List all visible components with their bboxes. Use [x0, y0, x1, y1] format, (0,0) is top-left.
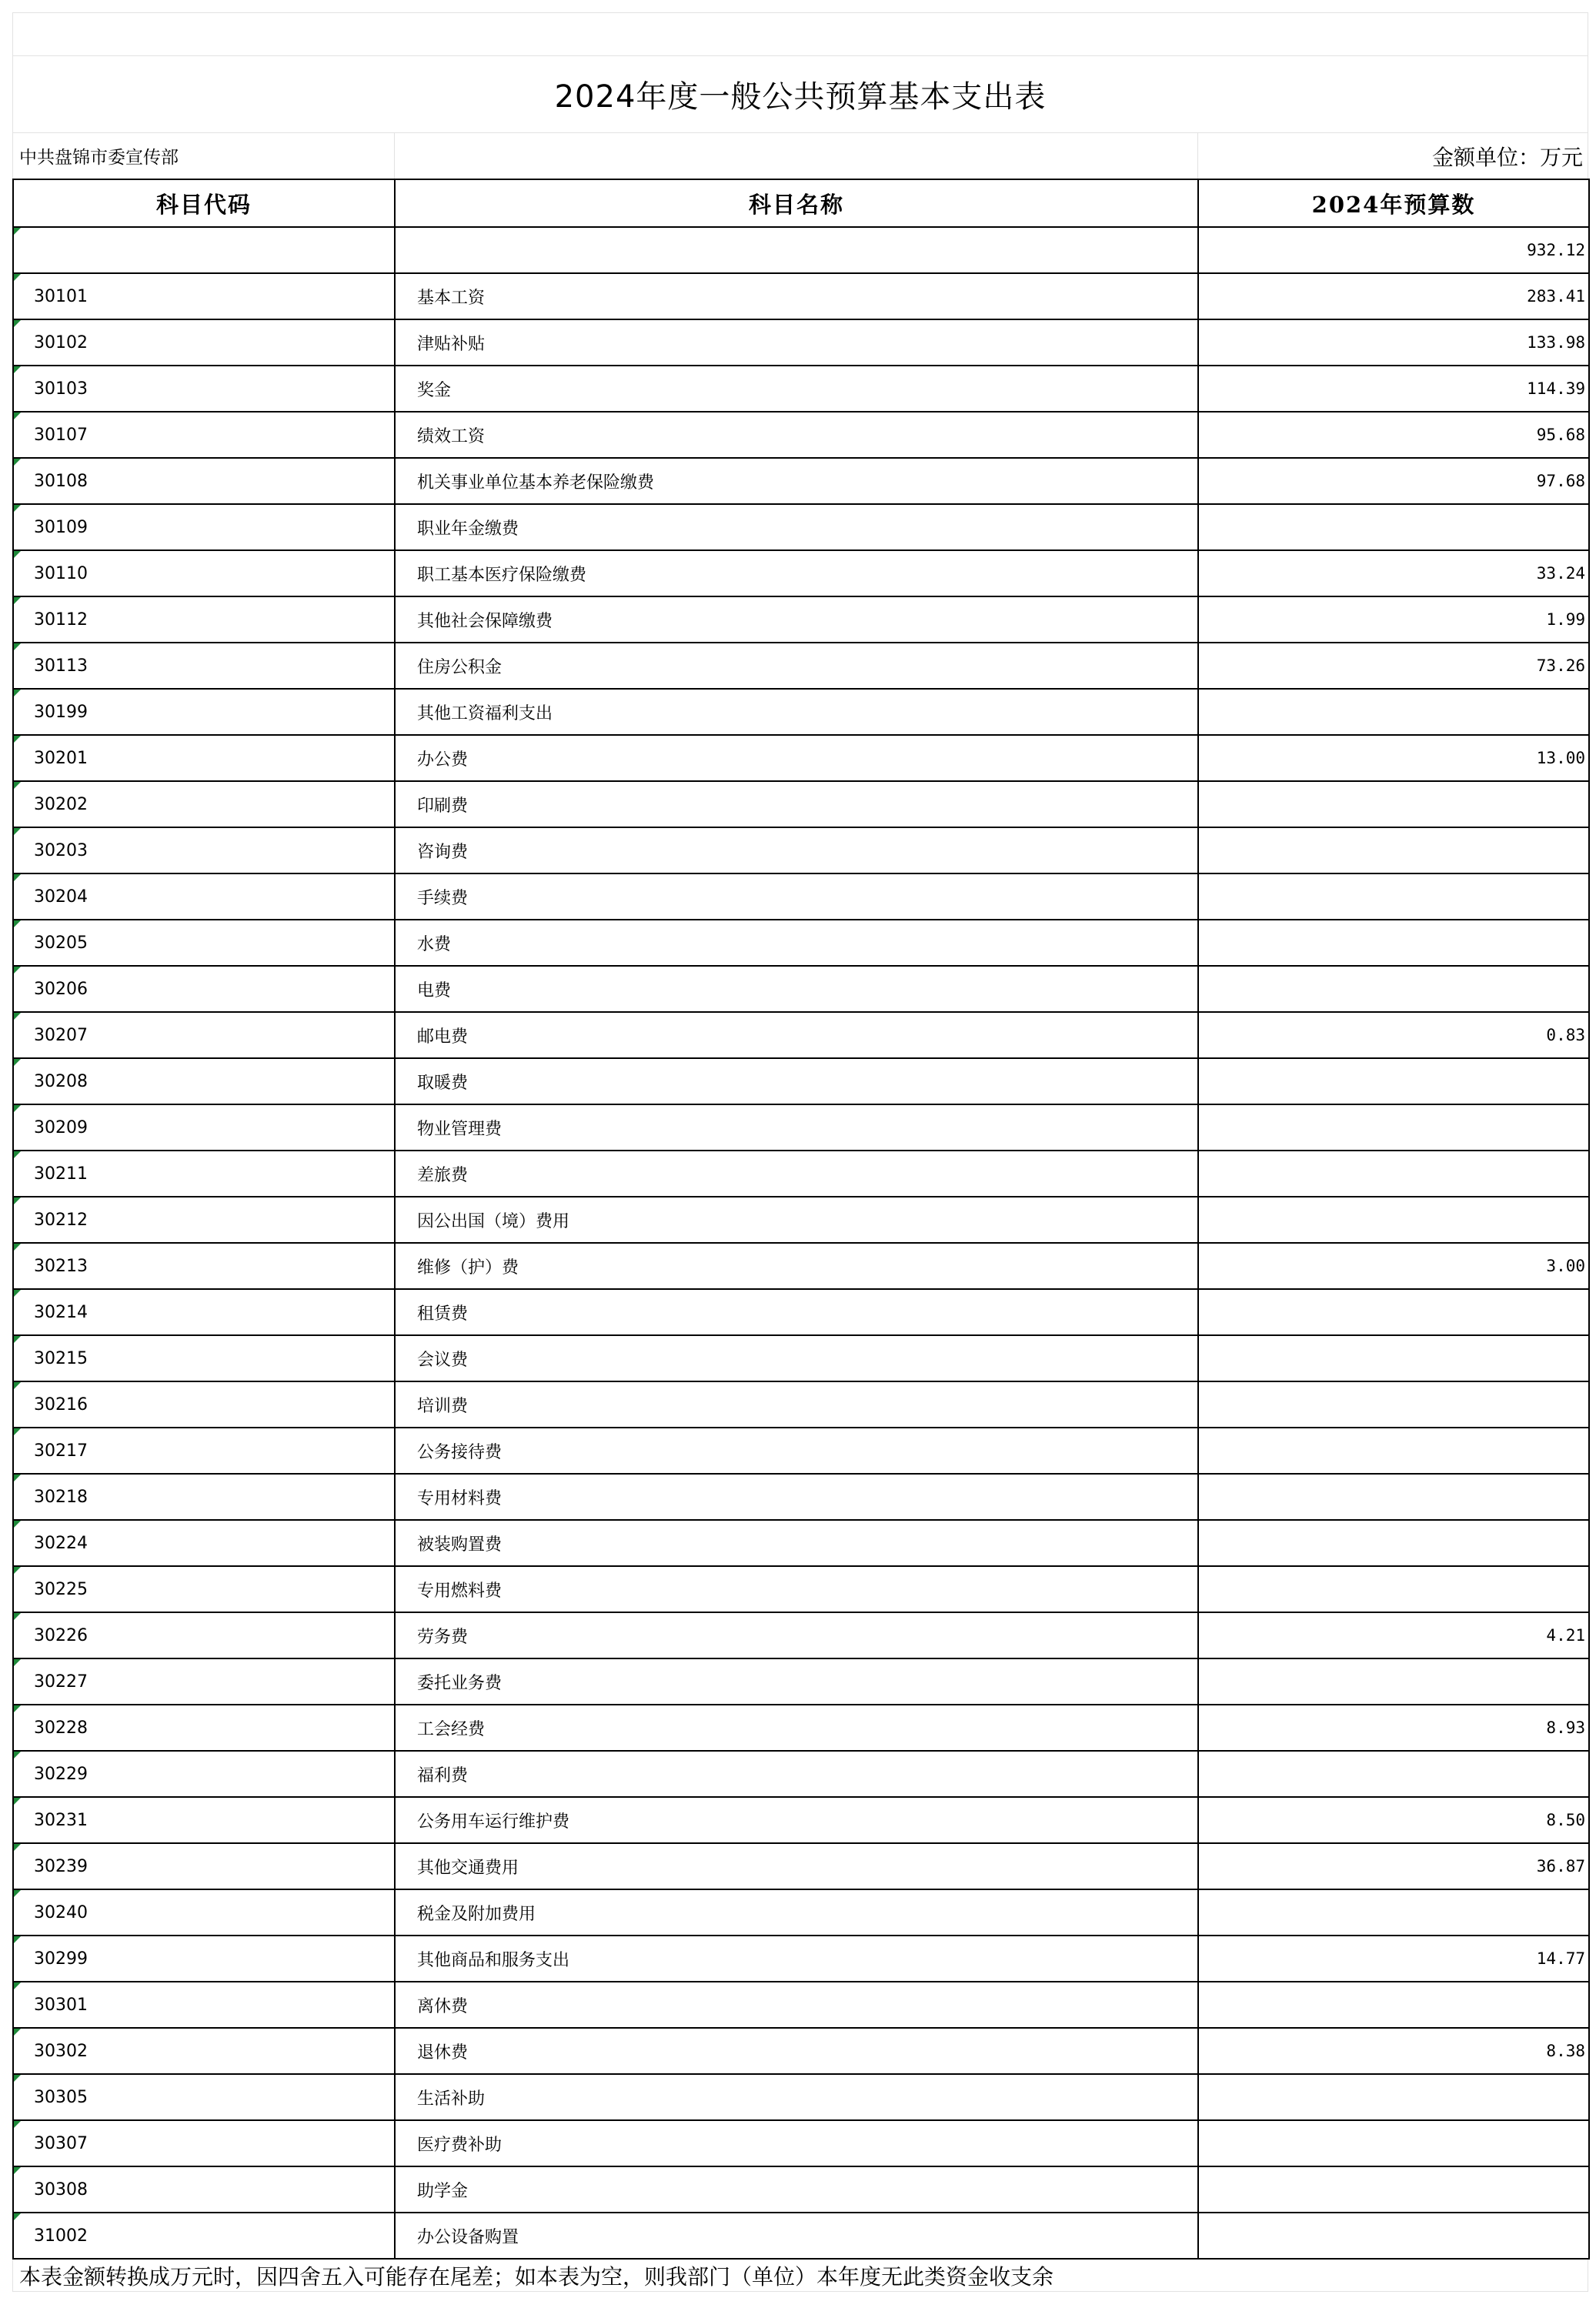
row-amount: 283.41 [1198, 273, 1589, 319]
row-name: 办公费 [395, 735, 1198, 781]
row-amount [1198, 920, 1589, 966]
row-name: 劳务费 [395, 1612, 1198, 1658]
table-row [13, 412, 1589, 458]
row-amount: 13.00 [1198, 735, 1589, 781]
table-row [13, 827, 1589, 873]
row-name: 生活补助 [395, 2074, 1198, 2120]
row-code: 31002 [13, 2213, 395, 2259]
row-code: 30110 [13, 550, 395, 596]
row-name: 会议费 [395, 1335, 1198, 1381]
table-row [13, 689, 1589, 735]
table-row [13, 550, 1589, 596]
row-name: 福利费 [395, 1751, 1198, 1797]
table-row [13, 1936, 1589, 1982]
row-name: 其他社会保障缴费 [395, 596, 1198, 643]
row-code: 30227 [13, 1658, 395, 1705]
table-row [13, 596, 1589, 643]
table-row [13, 273, 1589, 319]
row-amount [1198, 1520, 1589, 1566]
budget-sheet [12, 12, 1588, 2292]
row-name: 津贴补贴 [395, 319, 1198, 366]
row-code: 30102 [13, 319, 395, 366]
row-name: 基本工资 [395, 273, 1198, 319]
header-code: 科目代码 [13, 179, 395, 227]
row-code: 30225 [13, 1566, 395, 1612]
row-name: 其他工资福利支出 [395, 689, 1198, 735]
row-amount: 1.99 [1198, 596, 1589, 643]
row-name: 委托业务费 [395, 1658, 1198, 1705]
row-name: 助学金 [395, 2166, 1198, 2213]
row-amount [1198, 2074, 1589, 2120]
header-row [13, 179, 1589, 227]
budget-table [12, 179, 1590, 2260]
row-amount: 3.00 [1198, 1243, 1589, 1289]
footnote: 本表金额转换成万元时，因四舍五入可能存在尾差；如本表为空，则我部门（单位）本年度无此类资金收支余 [12, 2260, 1588, 2292]
table-row [13, 1889, 1589, 1936]
row-code: 30108 [13, 458, 395, 504]
row-code: 30226 [13, 1612, 395, 1658]
row-code: 30207 [13, 1012, 395, 1058]
row-name: 离休费 [395, 1982, 1198, 2028]
row-code: 30209 [13, 1104, 395, 1151]
total-code [13, 227, 395, 273]
row-code: 30305 [13, 2074, 395, 2120]
row-code: 30301 [13, 1982, 395, 2028]
meta-row [12, 132, 1588, 179]
table-row [13, 2120, 1589, 2166]
row-amount [1198, 1658, 1589, 1705]
row-code: 30217 [13, 1428, 395, 1474]
table-row [13, 1428, 1589, 1474]
row-code: 30203 [13, 827, 395, 873]
row-code: 30109 [13, 504, 395, 550]
row-name: 专用材料费 [395, 1474, 1198, 1520]
row-amount [1198, 1151, 1589, 1197]
row-amount: 8.93 [1198, 1705, 1589, 1751]
table-row [13, 1520, 1589, 1566]
table-row [13, 504, 1589, 550]
row-amount [1198, 1428, 1589, 1474]
row-name: 水费 [395, 920, 1198, 966]
row-name: 手续费 [395, 873, 1198, 920]
row-code: 30199 [13, 689, 395, 735]
row-code: 30103 [13, 366, 395, 412]
row-amount [1198, 1889, 1589, 1936]
row-amount: 97.68 [1198, 458, 1589, 504]
table-row [13, 1751, 1589, 1797]
table-row [13, 1197, 1589, 1243]
table-row [13, 1104, 1589, 1151]
row-code: 30239 [13, 1843, 395, 1889]
row-name: 绩效工资 [395, 412, 1198, 458]
table-row [13, 1705, 1589, 1751]
table-row [13, 1658, 1589, 1705]
table-row [13, 643, 1589, 689]
row-code: 30214 [13, 1289, 395, 1335]
row-amount [1198, 504, 1589, 550]
row-name: 公务用车运行维护费 [395, 1797, 1198, 1843]
row-name: 其他商品和服务支出 [395, 1936, 1198, 1982]
row-amount: 73.26 [1198, 643, 1589, 689]
row-amount [1198, 873, 1589, 920]
table-row [13, 1012, 1589, 1058]
table-row [13, 873, 1589, 920]
row-code: 30216 [13, 1381, 395, 1428]
table-row [13, 2213, 1589, 2259]
row-code: 30302 [13, 2028, 395, 2074]
row-amount [1198, 1566, 1589, 1612]
row-code: 30218 [13, 1474, 395, 1520]
row-name: 奖金 [395, 366, 1198, 412]
total-name [395, 227, 1198, 273]
row-name: 退休费 [395, 2028, 1198, 2074]
row-name: 机关事业单位基本养老保险缴费 [395, 458, 1198, 504]
row-amount [1198, 1197, 1589, 1243]
table-row [13, 2166, 1589, 2213]
title-row [12, 55, 1588, 132]
row-name: 差旅费 [395, 1151, 1198, 1197]
row-amount [1198, 827, 1589, 873]
row-name: 税金及附加费用 [395, 1889, 1198, 1936]
row-amount [1198, 689, 1589, 735]
table-row [13, 735, 1589, 781]
header-name: 科目名称 [395, 179, 1198, 227]
table-row [13, 2028, 1589, 2074]
table-row [13, 2074, 1589, 2120]
row-amount: 36.87 [1198, 1843, 1589, 1889]
row-code: 30206 [13, 966, 395, 1012]
table-row [13, 319, 1589, 366]
row-name: 办公设备购置 [395, 2213, 1198, 2259]
row-amount [1198, 1335, 1589, 1381]
row-name: 被装购置费 [395, 1520, 1198, 1566]
row-amount: 133.98 [1198, 319, 1589, 366]
row-code: 30213 [13, 1243, 395, 1289]
row-amount: 14.77 [1198, 1936, 1589, 1982]
row-code: 30224 [13, 1520, 395, 1566]
row-code: 30299 [13, 1936, 395, 1982]
table-row [13, 1612, 1589, 1658]
row-name: 电费 [395, 966, 1198, 1012]
total-amount: 932.12 [1198, 227, 1589, 273]
row-amount [1198, 2213, 1589, 2259]
row-code: 30211 [13, 1151, 395, 1197]
row-name: 取暖费 [395, 1058, 1198, 1104]
header-amount: 2024年预算数 [1198, 179, 1589, 227]
row-amount [1198, 1982, 1589, 2028]
row-amount: 8.50 [1198, 1797, 1589, 1843]
row-amount: 114.39 [1198, 366, 1589, 412]
row-code: 30202 [13, 781, 395, 827]
row-amount [1198, 2166, 1589, 2213]
row-code: 30229 [13, 1751, 395, 1797]
row-code: 30113 [13, 643, 395, 689]
table-row [13, 781, 1589, 827]
row-amount [1198, 1058, 1589, 1104]
row-amount [1198, 1751, 1589, 1797]
row-amount [1198, 1104, 1589, 1151]
table-row [13, 1797, 1589, 1843]
row-name: 职业年金缴费 [395, 504, 1198, 550]
row-name: 因公出国（境）费用 [395, 1197, 1198, 1243]
table-row [13, 1381, 1589, 1428]
row-amount: 95.68 [1198, 412, 1589, 458]
total-row [13, 227, 1589, 273]
row-amount: 0.83 [1198, 1012, 1589, 1058]
table-row [13, 1058, 1589, 1104]
row-code: 30201 [13, 735, 395, 781]
table-row [13, 920, 1589, 966]
row-amount [1198, 1381, 1589, 1428]
table-row [13, 366, 1589, 412]
table-row [13, 458, 1589, 504]
row-code: 30307 [13, 2120, 395, 2166]
table-row [13, 1243, 1589, 1289]
row-code: 30205 [13, 920, 395, 966]
row-code: 30101 [13, 273, 395, 319]
row-code: 30107 [13, 412, 395, 458]
blank-top-row [12, 12, 1588, 55]
table-row [13, 1566, 1589, 1612]
table-row [13, 1335, 1589, 1381]
row-name: 职工基本医疗保险缴费 [395, 550, 1198, 596]
row-amount: 8.38 [1198, 2028, 1589, 2074]
row-name: 邮电费 [395, 1012, 1198, 1058]
row-name: 维修（护）费 [395, 1243, 1198, 1289]
row-code: 30212 [13, 1197, 395, 1243]
row-code: 30228 [13, 1705, 395, 1751]
row-code: 30112 [13, 596, 395, 643]
row-name: 住房公积金 [395, 643, 1198, 689]
row-amount [1198, 2120, 1589, 2166]
table-row [13, 1289, 1589, 1335]
row-name: 物业管理费 [395, 1104, 1198, 1151]
table-row [13, 1474, 1589, 1520]
row-amount: 33.24 [1198, 550, 1589, 596]
row-code: 30204 [13, 873, 395, 920]
row-amount: 4.21 [1198, 1612, 1589, 1658]
row-name: 医疗费补助 [395, 2120, 1198, 2166]
row-amount [1198, 1289, 1589, 1335]
row-code: 30308 [13, 2166, 395, 2213]
row-amount [1198, 781, 1589, 827]
row-amount [1198, 1474, 1589, 1520]
row-code: 30231 [13, 1797, 395, 1843]
table-row [13, 1982, 1589, 2028]
table-row [13, 966, 1589, 1012]
row-name: 专用燃料费 [395, 1566, 1198, 1612]
row-name: 公务接待费 [395, 1428, 1198, 1474]
row-name: 咨询费 [395, 827, 1198, 873]
table-row [13, 1843, 1589, 1889]
row-code: 30240 [13, 1889, 395, 1936]
table-row [13, 1151, 1589, 1197]
organization-name: 中共盘锦市委宣传部 [12, 133, 394, 179]
row-code: 30215 [13, 1335, 395, 1381]
row-name: 租赁费 [395, 1289, 1198, 1335]
row-amount [1198, 966, 1589, 1012]
unit-label: 金额单位：万元 [1197, 133, 1588, 179]
row-name: 其他交通费用 [395, 1843, 1198, 1889]
row-name: 工会经费 [395, 1705, 1198, 1751]
meta-blank-cell [394, 133, 1197, 179]
row-code: 30208 [13, 1058, 395, 1104]
row-name: 印刷费 [395, 781, 1198, 827]
row-name: 培训费 [395, 1381, 1198, 1428]
page-title: 2024年度一般公共预算基本支出表 [554, 79, 1047, 115]
